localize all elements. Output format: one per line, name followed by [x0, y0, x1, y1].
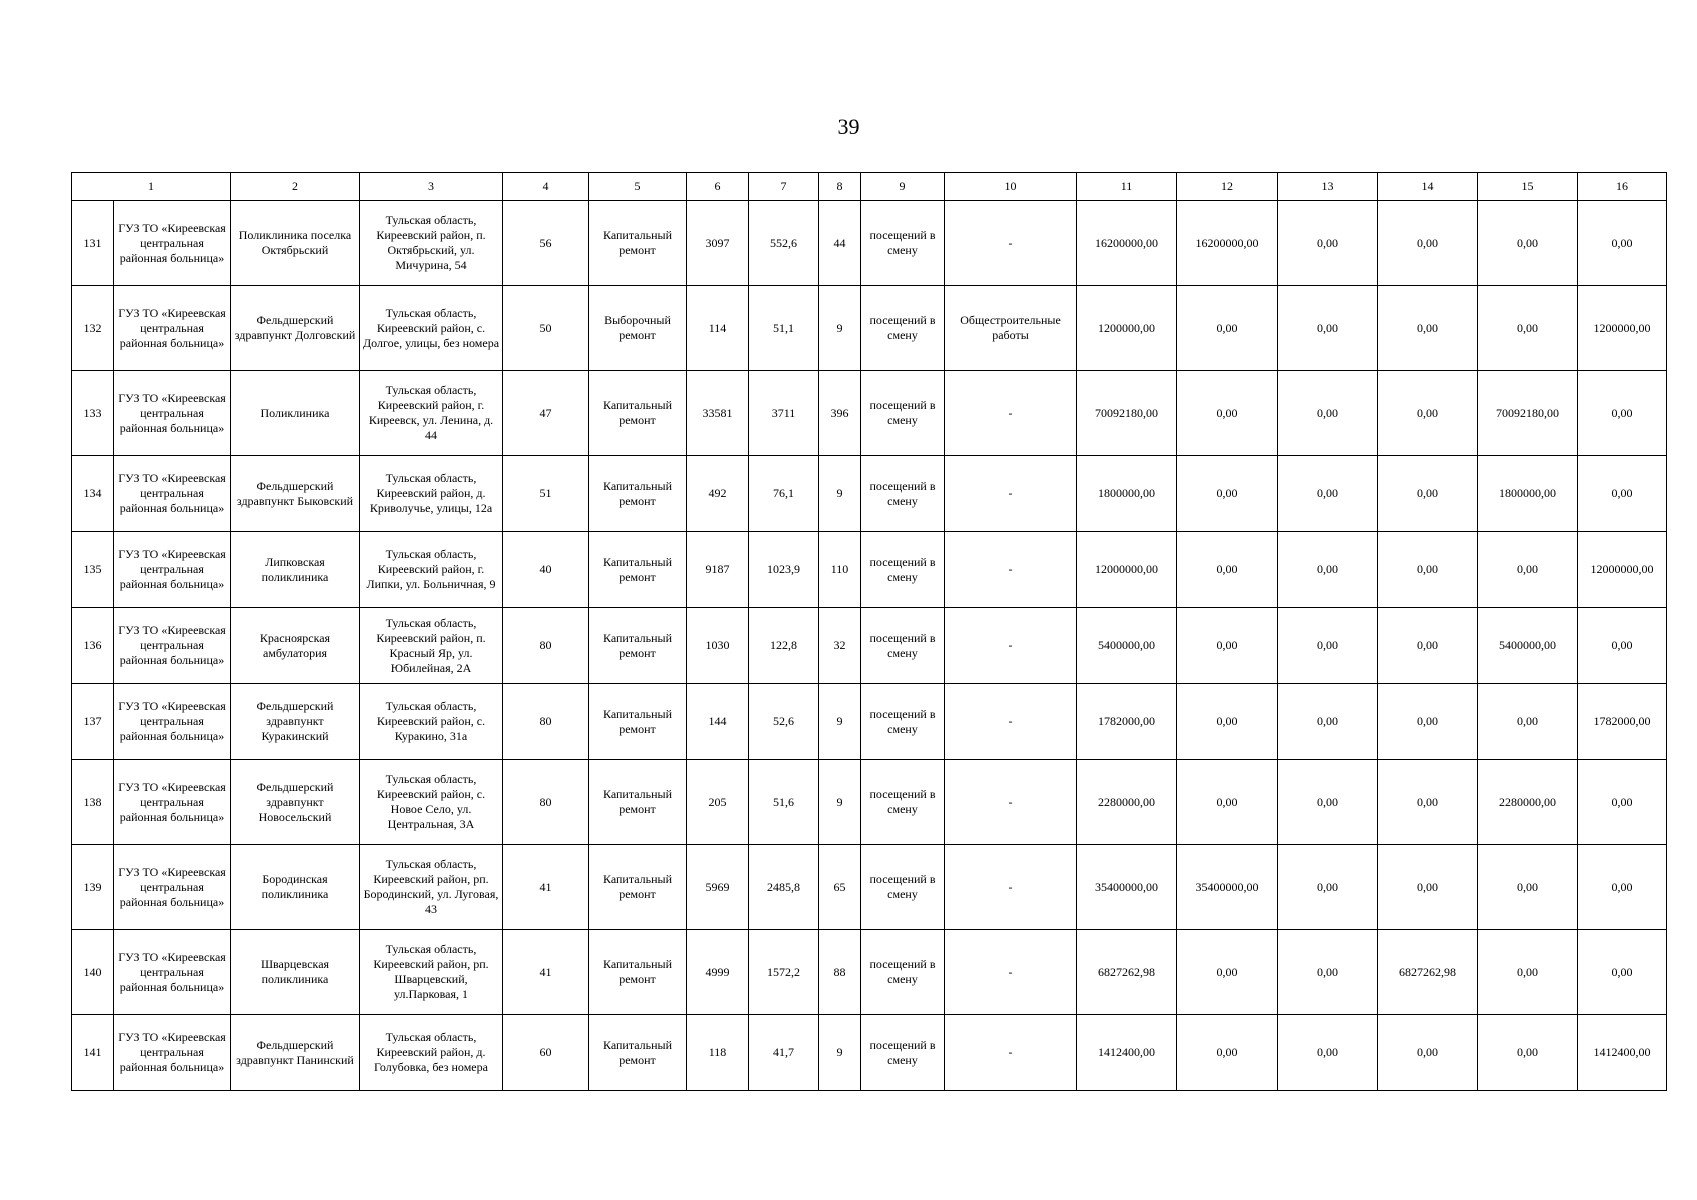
cell-address: Тульская область, Киреевский район, с. Долгое, улицы, без номера — [360, 286, 503, 371]
cell-capacity-unit: посещений в смену — [861, 286, 945, 371]
cell-work-description: - — [945, 608, 1077, 684]
column-number-row — [72, 173, 1667, 201]
cell-amount-2021: 35400000,00 — [1177, 845, 1278, 930]
cell-total-amount: 12000000,00 — [1077, 532, 1177, 608]
cell-cost: 552,6 — [749, 201, 819, 286]
cell-amount-2022: 0,00 — [1278, 201, 1378, 286]
cell-amount-2022: 0,00 — [1278, 286, 1378, 371]
column-header: 16 — [1578, 173, 1667, 201]
column-header: 5 — [589, 173, 687, 201]
cell-capacity: 9 — [819, 456, 861, 532]
cell-area-m2: 5969 — [687, 845, 749, 930]
cell-amount-2022: 0,00 — [1278, 845, 1378, 930]
cell-address: Тульская область, Киреевский район, г. Липки, ул. Больничная, 9 — [360, 532, 503, 608]
cell-address: Тульская область, Киреевский район, с. Новое Село, ул. Центральная, 3А — [360, 760, 503, 845]
column-header: 1 — [72, 173, 231, 201]
cell-total-amount: 35400000,00 — [1077, 845, 1177, 930]
cell-work-type: Капитальный ремонт — [589, 456, 687, 532]
cell-facility-name: Липковская поликлиника — [231, 532, 360, 608]
cell-cost: 1023,9 — [749, 532, 819, 608]
cell-capacity: 110 — [819, 532, 861, 608]
cell-amount-2021: 0,00 — [1177, 760, 1278, 845]
cell-cost: 52,6 — [749, 684, 819, 760]
cell-institution: ГУЗ ТО «Киреевская центральная районная больница» — [114, 845, 231, 930]
cell-address: Тульская область, Киреевский район, д. Криволучье, улицы, 12а — [360, 456, 503, 532]
cell-area-m2: 118 — [687, 1015, 749, 1091]
cell-facility-name: Поликлиника — [231, 371, 360, 456]
cell-work-type: Капитальный ремонт — [589, 608, 687, 684]
cell-cost: 76,1 — [749, 456, 819, 532]
cell-institution: ГУЗ ТО «Киреевская центральная районная больница» — [114, 371, 231, 456]
cell-address: Тульская область, Киреевский район, д. Голубовка, без номера — [360, 1015, 503, 1091]
cell-amount-2024: 0,00 — [1478, 684, 1578, 760]
cell-amount-2025: 0,00 — [1578, 201, 1667, 286]
cell-capacity-unit: посещений в смену — [861, 684, 945, 760]
cell-amount-2021: 0,00 — [1177, 286, 1278, 371]
cell-amount-2021: 0,00 — [1177, 608, 1278, 684]
cell-amount-2024: 0,00 — [1478, 845, 1578, 930]
page-number: 39 — [837, 114, 860, 139]
cell-amount-2021: 0,00 — [1177, 532, 1278, 608]
cell-area-m2: 144 — [687, 684, 749, 760]
cell-amount-2025: 0,00 — [1578, 608, 1667, 684]
cell-institution: ГУЗ ТО «Киреевская центральная районная больница» — [114, 760, 231, 845]
cell-amount-2025: 0,00 — [1578, 760, 1667, 845]
cell-address: Тульская область, Киреевский район, г. Киреевск, ул. Ленина, д. 44 — [360, 371, 503, 456]
cell-cost: 41,7 — [749, 1015, 819, 1091]
cell-work-description: - — [945, 1015, 1077, 1091]
cell-area-m2: 3097 — [687, 201, 749, 286]
cell-amount-2023: 0,00 — [1378, 684, 1478, 760]
column-header: 7 — [749, 173, 819, 201]
column-header: 13 — [1278, 173, 1378, 201]
column-header: 9 — [861, 173, 945, 201]
cell-amount-2023: 0,00 — [1378, 286, 1478, 371]
table-row — [72, 684, 1667, 760]
cell-work-description: - — [945, 456, 1077, 532]
cell-row-number: 132 — [72, 286, 114, 371]
cell-amount-2025: 0,00 — [1578, 930, 1667, 1015]
cell-wear-percent: 80 — [503, 760, 589, 845]
cell-amount-2022: 0,00 — [1278, 760, 1378, 845]
cell-amount-2022: 0,00 — [1278, 1015, 1378, 1091]
cell-amount-2021: 0,00 — [1177, 684, 1278, 760]
cell-row-number: 131 — [72, 201, 114, 286]
cell-total-amount: 70092180,00 — [1077, 371, 1177, 456]
column-header: 12 — [1177, 173, 1278, 201]
cell-amount-2023: 0,00 — [1378, 201, 1478, 286]
cell-address: Тульская область, Киреевский район, рп. Шварцевский, ул.Парковая, 1 — [360, 930, 503, 1015]
cell-area-m2: 33581 — [687, 371, 749, 456]
cell-work-type: Капитальный ремонт — [589, 201, 687, 286]
table-row — [72, 608, 1667, 684]
table-row — [72, 930, 1667, 1015]
cell-capacity: 9 — [819, 1015, 861, 1091]
cell-facility-name: Фельдшерский здравпункт Новосельский — [231, 760, 360, 845]
cell-total-amount: 5400000,00 — [1077, 608, 1177, 684]
cell-wear-percent: 56 — [503, 201, 589, 286]
cell-facility-name: Шварцевская поликлиника — [231, 930, 360, 1015]
cell-wear-percent: 47 — [503, 371, 589, 456]
cell-row-number: 141 — [72, 1015, 114, 1091]
cell-capacity-unit: посещений в смену — [861, 845, 945, 930]
cell-wear-percent: 51 — [503, 456, 589, 532]
cell-amount-2023: 0,00 — [1378, 456, 1478, 532]
cell-amount-2025: 0,00 — [1578, 371, 1667, 456]
column-header: 11 — [1077, 173, 1177, 201]
cell-amount-2023: 6827262,98 — [1378, 930, 1478, 1015]
cell-facility-name: Фельдшерский здравпункт Панинский — [231, 1015, 360, 1091]
cell-amount-2025: 1200000,00 — [1578, 286, 1667, 371]
table-row — [72, 532, 1667, 608]
cell-amount-2024: 0,00 — [1478, 286, 1578, 371]
table-row — [72, 371, 1667, 456]
cell-area-m2: 1030 — [687, 608, 749, 684]
cell-total-amount: 1200000,00 — [1077, 286, 1177, 371]
cell-amount-2023: 0,00 — [1378, 760, 1478, 845]
cell-work-description: - — [945, 371, 1077, 456]
cell-cost: 2485,8 — [749, 845, 819, 930]
cell-cost: 51,1 — [749, 286, 819, 371]
cell-capacity: 9 — [819, 286, 861, 371]
cell-row-number: 136 — [72, 608, 114, 684]
cell-row-number: 137 — [72, 684, 114, 760]
cell-work-type: Выборочный ремонт — [589, 286, 687, 371]
cell-work-description: - — [945, 930, 1077, 1015]
cell-capacity: 9 — [819, 684, 861, 760]
cell-amount-2025: 1782000,00 — [1578, 684, 1667, 760]
cell-wear-percent: 41 — [503, 930, 589, 1015]
cell-cost: 3711 — [749, 371, 819, 456]
cell-amount-2021: 0,00 — [1177, 456, 1278, 532]
cell-amount-2022: 0,00 — [1278, 930, 1378, 1015]
cell-amount-2024: 2280000,00 — [1478, 760, 1578, 845]
cell-area-m2: 492 — [687, 456, 749, 532]
table-row — [72, 845, 1667, 930]
cell-amount-2023: 0,00 — [1378, 1015, 1478, 1091]
cell-capacity: 396 — [819, 371, 861, 456]
column-header: 2 — [231, 173, 360, 201]
cell-address: Тульская область, Киреевский район, рп. Бородинский, ул. Луговая, 43 — [360, 845, 503, 930]
cell-work-type: Капитальный ремонт — [589, 845, 687, 930]
cell-address: Тульская область, Киреевский район, п. Красный Яр, ул. Юбилейная, 2А — [360, 608, 503, 684]
cell-row-number: 134 — [72, 456, 114, 532]
cell-work-type: Капитальный ремонт — [589, 1015, 687, 1091]
column-header: 10 — [945, 173, 1077, 201]
cell-work-description: - — [945, 201, 1077, 286]
cell-capacity-unit: посещений в смену — [861, 532, 945, 608]
cell-institution: ГУЗ ТО «Киреевская центральная районная больница» — [114, 532, 231, 608]
cell-address: Тульская область, Киреевский район, п. Октябрьский, ул. Мичурина, 54 — [360, 201, 503, 286]
cell-address: Тульская область, Киреевский район, с. Куракино, 31а — [360, 684, 503, 760]
cell-capacity: 44 — [819, 201, 861, 286]
cell-area-m2: 205 — [687, 760, 749, 845]
cell-row-number: 135 — [72, 532, 114, 608]
cell-capacity: 88 — [819, 930, 861, 1015]
column-header: 14 — [1378, 173, 1478, 201]
cell-work-description: - — [945, 684, 1077, 760]
cell-amount-2021: 16200000,00 — [1177, 201, 1278, 286]
cell-capacity-unit: посещений в смену — [861, 930, 945, 1015]
cell-wear-percent: 40 — [503, 532, 589, 608]
cell-amount-2021: 0,00 — [1177, 371, 1278, 456]
cell-amount-2024: 5400000,00 — [1478, 608, 1578, 684]
cell-capacity: 9 — [819, 760, 861, 845]
cell-capacity-unit: посещений в смену — [861, 1015, 945, 1091]
cell-wear-percent: 60 — [503, 1015, 589, 1091]
cell-capacity-unit: посещений в смену — [861, 760, 945, 845]
table-row — [72, 201, 1667, 286]
cell-amount-2023: 0,00 — [1378, 845, 1478, 930]
cell-amount-2025: 12000000,00 — [1578, 532, 1667, 608]
cell-work-description: - — [945, 532, 1077, 608]
cell-amount-2022: 0,00 — [1278, 532, 1378, 608]
cell-facility-name: Поликлиника поселка Октябрьский — [231, 201, 360, 286]
cell-work-type: Капитальный ремонт — [589, 760, 687, 845]
cell-cost: 122,8 — [749, 608, 819, 684]
repair-program-table — [71, 172, 1667, 1091]
cell-capacity: 65 — [819, 845, 861, 930]
cell-amount-2021: 0,00 — [1177, 930, 1278, 1015]
cell-capacity-unit: посещений в смену — [861, 456, 945, 532]
table-row — [72, 456, 1667, 532]
cell-institution: ГУЗ ТО «Киреевская центральная районная больница» — [114, 1015, 231, 1091]
cell-cost: 1572,2 — [749, 930, 819, 1015]
cell-amount-2024: 0,00 — [1478, 1015, 1578, 1091]
table-row — [72, 1015, 1667, 1091]
cell-capacity: 32 — [819, 608, 861, 684]
cell-wear-percent: 80 — [503, 608, 589, 684]
cell-amount-2024: 0,00 — [1478, 201, 1578, 286]
cell-institution: ГУЗ ТО «Киреевская центральная районная больница» — [114, 608, 231, 684]
cell-amount-2022: 0,00 — [1278, 684, 1378, 760]
cell-area-m2: 114 — [687, 286, 749, 371]
cell-amount-2022: 0,00 — [1278, 371, 1378, 456]
cell-amount-2025: 0,00 — [1578, 845, 1667, 930]
cell-row-number: 133 — [72, 371, 114, 456]
cell-facility-name: Красноярская амбулатория — [231, 608, 360, 684]
cell-amount-2023: 0,00 — [1378, 532, 1478, 608]
cell-row-number: 139 — [72, 845, 114, 930]
cell-work-type: Капитальный ремонт — [589, 532, 687, 608]
cell-amount-2025: 1412400,00 — [1578, 1015, 1667, 1091]
cell-wear-percent: 50 — [503, 286, 589, 371]
cell-total-amount: 1782000,00 — [1077, 684, 1177, 760]
table-row — [72, 760, 1667, 845]
column-header: 3 — [360, 173, 503, 201]
cell-amount-2024: 1800000,00 — [1478, 456, 1578, 532]
cell-amount-2024: 0,00 — [1478, 532, 1578, 608]
cell-institution: ГУЗ ТО «Киреевская центральная районная больница» — [114, 684, 231, 760]
cell-capacity-unit: посещений в смену — [861, 201, 945, 286]
cell-total-amount: 1412400,00 — [1077, 1015, 1177, 1091]
cell-amount-2023: 0,00 — [1378, 371, 1478, 456]
cell-row-number: 140 — [72, 930, 114, 1015]
cell-cost: 51,6 — [749, 760, 819, 845]
cell-amount-2025: 0,00 — [1578, 456, 1667, 532]
cell-institution: ГУЗ ТО «Киреевская центральная районная больница» — [114, 201, 231, 286]
cell-area-m2: 4999 — [687, 930, 749, 1015]
column-header: 6 — [687, 173, 749, 201]
cell-facility-name: Фельдшерский здравпункт Куракинский — [231, 684, 360, 760]
cell-row-number: 138 — [72, 760, 114, 845]
cell-capacity-unit: посещений в смену — [861, 371, 945, 456]
cell-amount-2024: 0,00 — [1478, 930, 1578, 1015]
cell-amount-2022: 0,00 — [1278, 608, 1378, 684]
cell-facility-name: Фельдшерский здравпункт Быковский — [231, 456, 360, 532]
cell-institution: ГУЗ ТО «Киреевская центральная районная больница» — [114, 286, 231, 371]
cell-capacity-unit: посещений в смену — [861, 608, 945, 684]
cell-wear-percent: 80 — [503, 684, 589, 760]
cell-work-type: Капитальный ремонт — [589, 371, 687, 456]
cell-amount-2024: 70092180,00 — [1478, 371, 1578, 456]
cell-total-amount: 1800000,00 — [1077, 456, 1177, 532]
cell-amount-2023: 0,00 — [1378, 608, 1478, 684]
cell-work-type: Капитальный ремонт — [589, 930, 687, 1015]
cell-total-amount: 16200000,00 — [1077, 201, 1177, 286]
cell-area-m2: 9187 — [687, 532, 749, 608]
cell-facility-name: Бородинская поликлиника — [231, 845, 360, 930]
cell-amount-2021: 0,00 — [1177, 1015, 1278, 1091]
column-header: 4 — [503, 173, 589, 201]
cell-work-description: - — [945, 845, 1077, 930]
cell-amount-2022: 0,00 — [1278, 456, 1378, 532]
cell-facility-name: Фельдшерский здравпункт Долговский — [231, 286, 360, 371]
column-header: 15 — [1478, 173, 1578, 201]
table-row — [72, 286, 1667, 371]
cell-institution: ГУЗ ТО «Киреевская центральная районная больница» — [114, 930, 231, 1015]
cell-wear-percent: 41 — [503, 845, 589, 930]
cell-total-amount: 2280000,00 — [1077, 760, 1177, 845]
cell-work-type: Капитальный ремонт — [589, 684, 687, 760]
column-header: 8 — [819, 173, 861, 201]
cell-work-description: - — [945, 760, 1077, 845]
cell-work-description: Общестроительные работы — [945, 286, 1077, 371]
cell-institution: ГУЗ ТО «Киреевская центральная районная больница» — [114, 456, 231, 532]
cell-total-amount: 6827262,98 — [1077, 930, 1177, 1015]
